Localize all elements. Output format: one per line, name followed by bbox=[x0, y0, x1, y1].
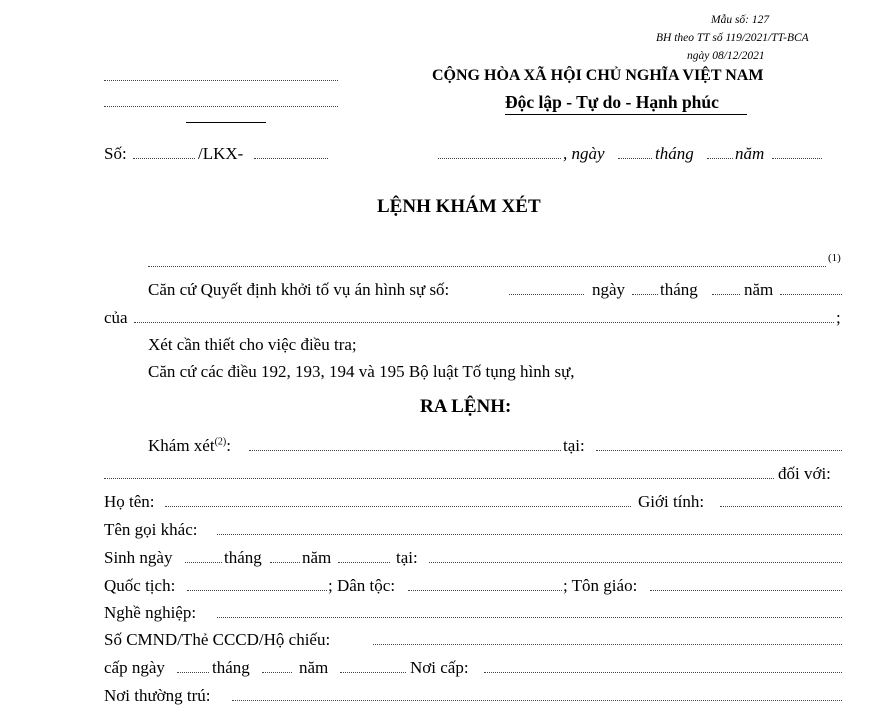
nghe-nghiep-label: Nghề nghiệp: bbox=[104, 603, 197, 622]
decision-number-field[interactable] bbox=[509, 294, 584, 295]
lkx-suffix-field[interactable] bbox=[254, 158, 328, 159]
date-month-field[interactable] bbox=[707, 158, 733, 159]
quoc-tich-field[interactable] bbox=[187, 590, 327, 591]
cua-label: của bbox=[104, 308, 128, 327]
doi-voi-label: đối với: bbox=[778, 464, 831, 483]
date-comma-ngay: , ngày bbox=[563, 144, 605, 163]
nghe-nghiep-field[interactable] bbox=[217, 617, 842, 618]
date-thang-label: tháng bbox=[655, 144, 694, 163]
ton-giao-label: ; Tôn giáo: bbox=[563, 576, 638, 595]
decision-nam-label: năm bbox=[744, 280, 774, 299]
birth-month-field[interactable] bbox=[270, 562, 300, 563]
ton-giao-field[interactable] bbox=[650, 590, 842, 591]
dan-toc-label: ; Dân tộc: bbox=[328, 576, 396, 595]
search-location-field[interactable] bbox=[596, 450, 842, 451]
ho-ten-field[interactable] bbox=[165, 506, 631, 507]
need-statement: Xét cần thiết cho việc điều tra; bbox=[148, 335, 357, 354]
noi-cap-label: Nơi cấp: bbox=[410, 658, 469, 677]
birth-tai-label: tại: bbox=[396, 548, 418, 567]
sinh-ngay-label: Sinh ngày bbox=[104, 548, 173, 567]
form-date: ngày 08/12/2021 bbox=[687, 50, 765, 62]
document-title: LỆNH KHÁM XÉT bbox=[377, 196, 541, 217]
so-label: Số: bbox=[104, 144, 127, 163]
id-number-field[interactable] bbox=[373, 644, 842, 645]
decision-day-field[interactable] bbox=[632, 294, 658, 295]
decision-label: Căn cứ Quyết định khởi tố vụ án hình sự số: bbox=[148, 280, 450, 299]
issue-thang-label: tháng bbox=[212, 658, 250, 677]
birth-thang-label: tháng bbox=[224, 548, 262, 567]
authority-field[interactable] bbox=[148, 266, 826, 267]
decision-year-field[interactable] bbox=[780, 294, 842, 295]
issue-year-field[interactable] bbox=[340, 672, 406, 673]
so-field[interactable] bbox=[133, 158, 195, 159]
issuer-field[interactable] bbox=[134, 322, 834, 323]
agency-line-2[interactable] bbox=[104, 106, 338, 107]
motto-underline bbox=[505, 114, 747, 115]
quoc-tich-label: Quốc tịch: bbox=[104, 576, 176, 595]
ten-goi-khac-field[interactable] bbox=[217, 534, 842, 535]
note-2: (2) bbox=[214, 436, 227, 448]
decision-month-field[interactable] bbox=[712, 294, 740, 295]
birth-place-field[interactable] bbox=[429, 562, 842, 563]
gioi-tinh-label: Giới tính: bbox=[638, 492, 705, 511]
ten-goi-khac-label: Tên gọi khác: bbox=[104, 520, 198, 539]
dan-toc-field[interactable] bbox=[408, 590, 562, 591]
motto: Độc lập - Tự do - Hạnh phúc bbox=[505, 92, 719, 112]
law-statement: Căn cứ các điều 192, 193, 194 và 195 Bộ luật Tố tụng hình sự, bbox=[148, 362, 575, 381]
issue-day-field[interactable] bbox=[177, 672, 209, 673]
search-object-field[interactable] bbox=[249, 450, 561, 451]
decision-thang-label: tháng bbox=[660, 280, 698, 299]
gioi-tinh-field[interactable] bbox=[720, 506, 842, 507]
birth-nam-label: năm bbox=[302, 548, 332, 567]
lkx-label: /LKX- bbox=[198, 144, 244, 163]
issue-place-field[interactable] bbox=[484, 672, 842, 673]
residence-field[interactable] bbox=[232, 700, 842, 701]
agency-line-1[interactable] bbox=[104, 80, 338, 81]
form-number: Mẫu số: 127 bbox=[711, 14, 770, 26]
kham-xet-label: Khám xét$^{(2)}$: bbox=[148, 436, 231, 455]
cap-ngay-label: cấp ngày bbox=[104, 658, 165, 677]
semicolon: ; bbox=[836, 308, 841, 327]
issue-nam-label: năm bbox=[299, 658, 329, 677]
place-field[interactable] bbox=[438, 158, 561, 159]
form-regulation: BH theo TT số 119/2021/TT-BCA bbox=[656, 32, 809, 44]
nation-title: CỘNG HÒA XÃ HỘI CHỦ NGHĨA VIỆT NAM bbox=[432, 67, 764, 84]
order-heading: RA LỆNH: bbox=[420, 396, 512, 417]
note-1: (1) bbox=[828, 252, 841, 264]
ho-ten-label: Họ tên: bbox=[104, 492, 155, 511]
date-year-field[interactable] bbox=[772, 158, 822, 159]
birth-day-field[interactable] bbox=[185, 562, 222, 563]
residence-label: Nơi thường trú: bbox=[104, 686, 211, 705]
id-number-label: Số CMND/Thẻ CCCD/Hộ chiếu: bbox=[104, 630, 331, 649]
issue-month-field[interactable] bbox=[262, 672, 292, 673]
decision-ngay-label: ngày bbox=[592, 280, 626, 299]
date-day-field[interactable] bbox=[618, 158, 652, 159]
tai-label: tại: bbox=[563, 436, 585, 455]
date-nam-label: năm bbox=[735, 144, 765, 163]
agency-underline bbox=[186, 122, 266, 123]
birth-year-field[interactable] bbox=[338, 562, 390, 563]
search-location-cont-field[interactable] bbox=[104, 478, 774, 479]
